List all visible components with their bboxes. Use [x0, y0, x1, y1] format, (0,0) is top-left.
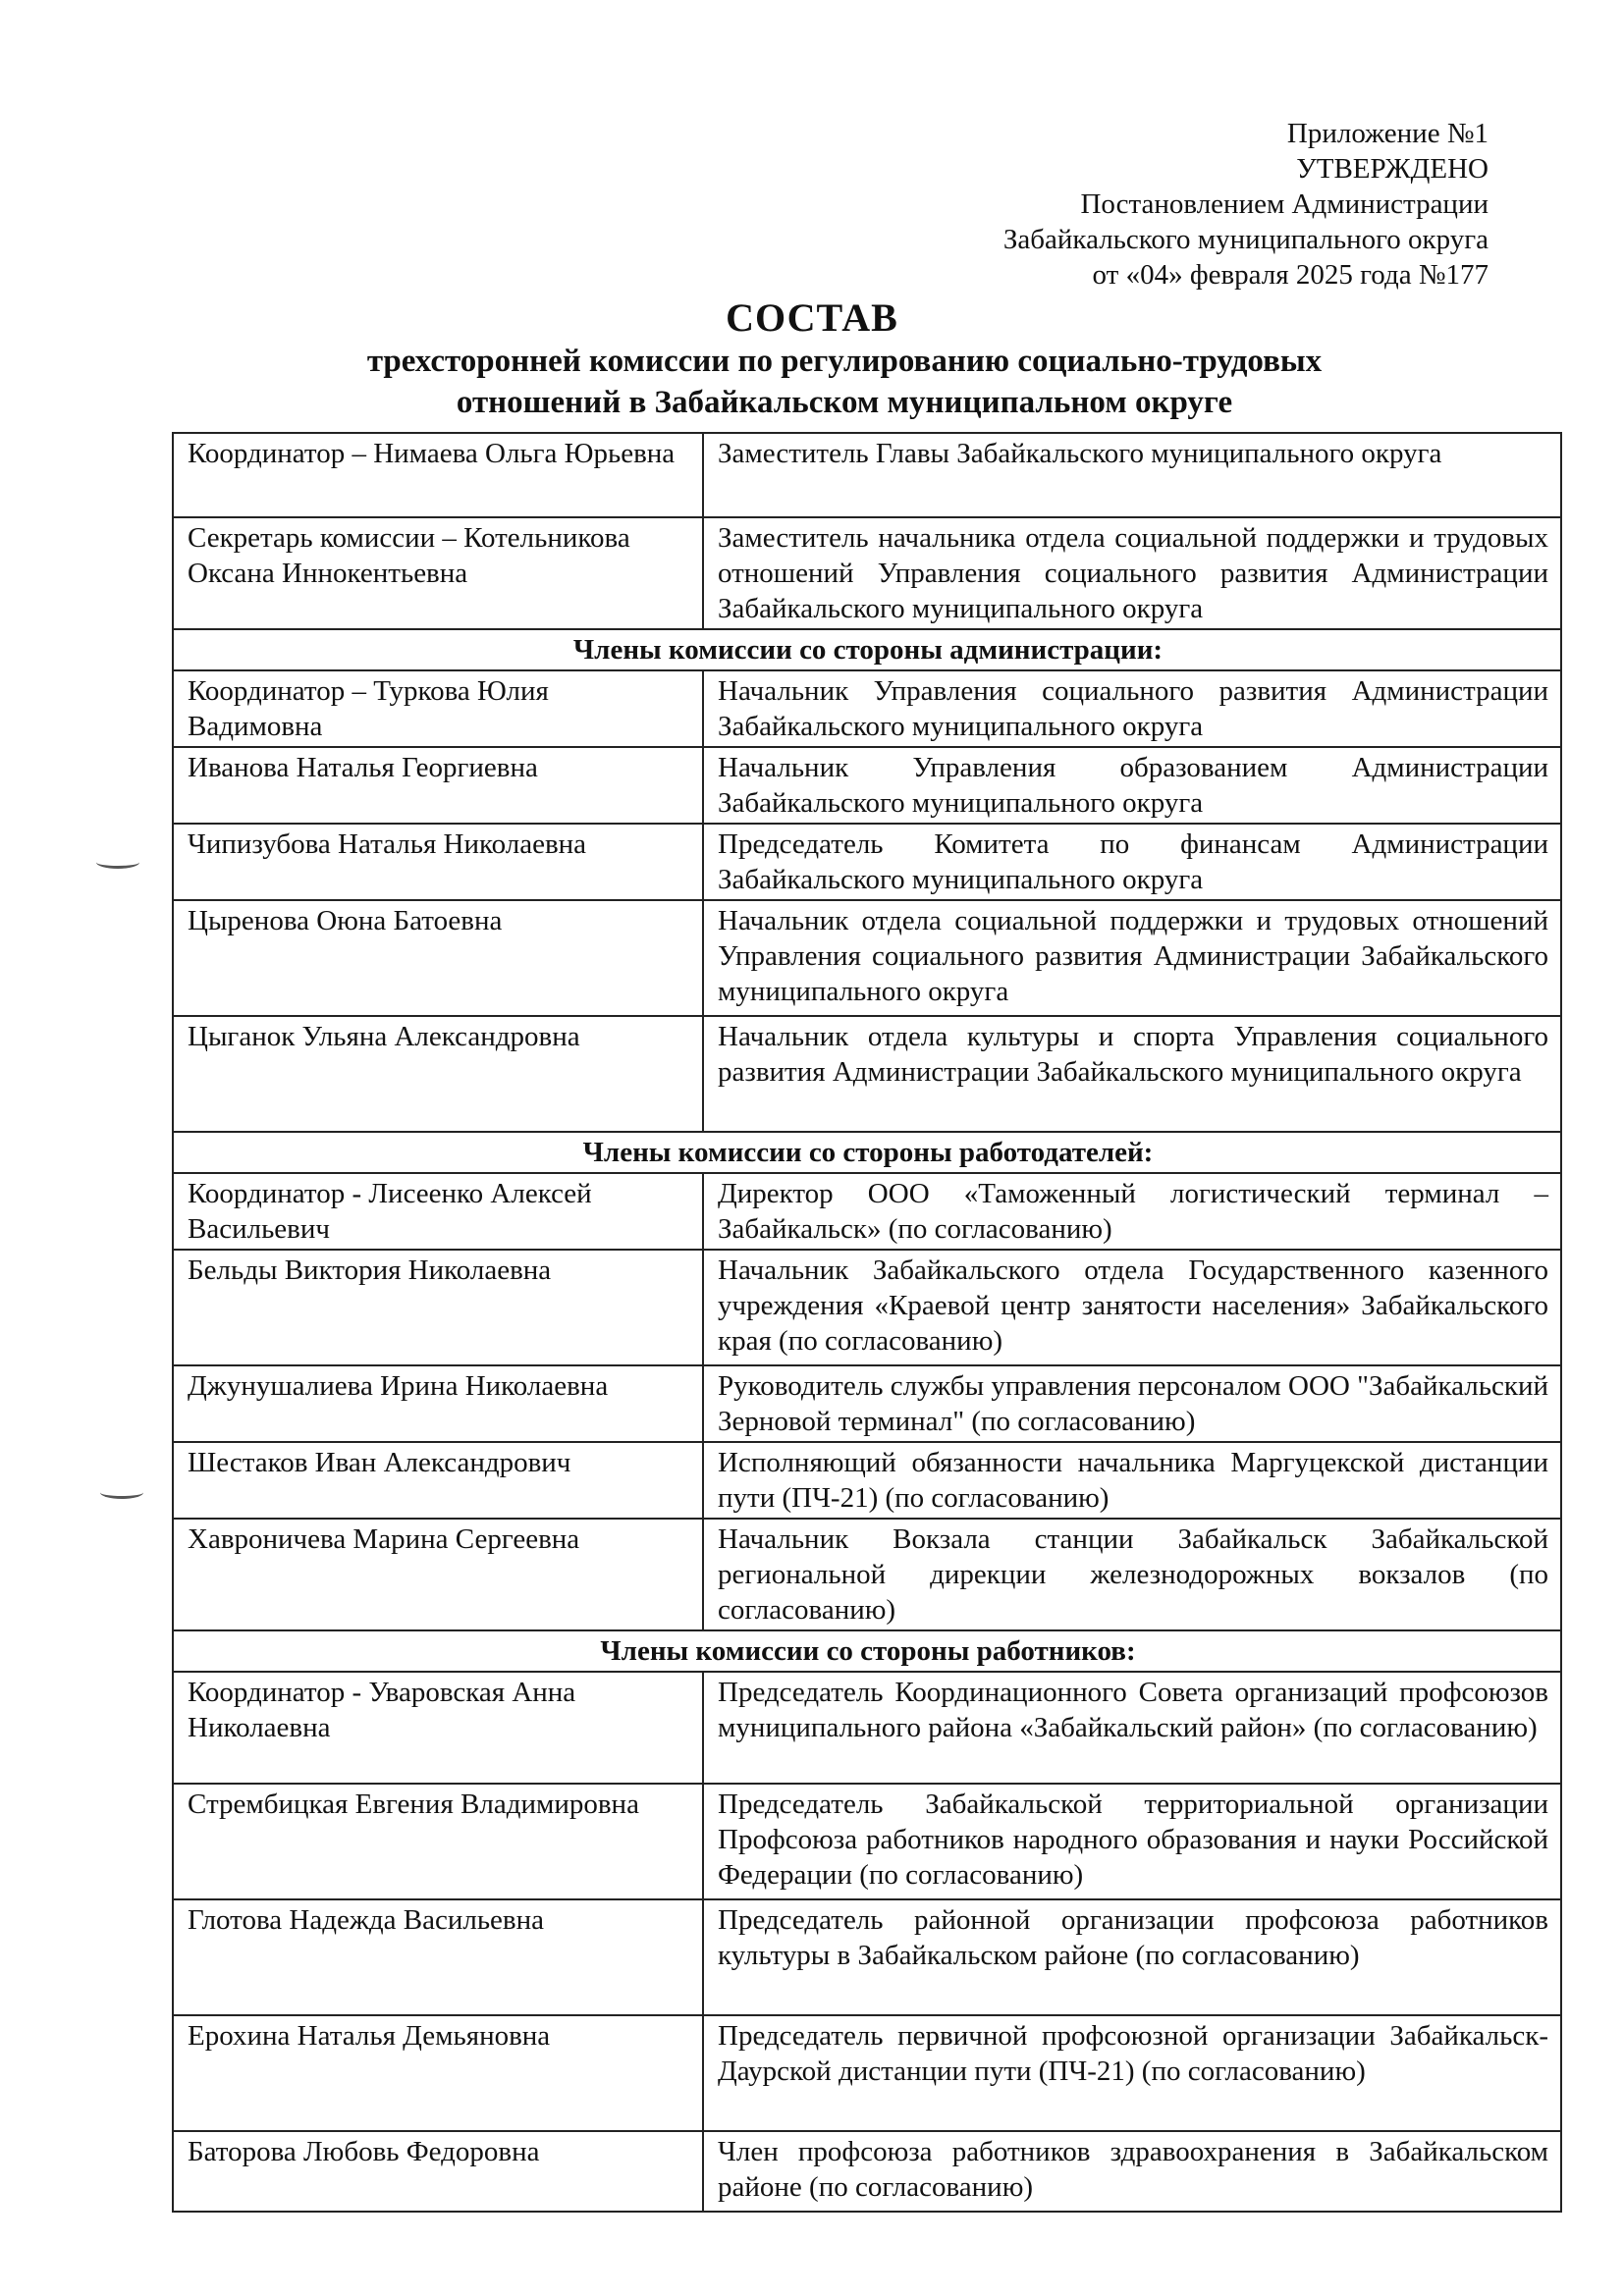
- member-position: Заместитель начальника отдела социальной поддержки и трудовых отношений Управления социального развития Администрации Забайкальского муниципального округа: [703, 517, 1561, 629]
- approval-line-2: Забайкальского муниципального округа: [1002, 224, 1489, 255]
- member-name: Ерохина Наталья Демьяновна: [173, 2015, 703, 2131]
- table-row: [173, 670, 1561, 747]
- table-row: [173, 1519, 1561, 1630]
- appendix-label: Приложение №1: [1286, 118, 1489, 149]
- table-row: [173, 747, 1561, 824]
- member-position: Исполняющий обязанности начальника Маргуцекской дистанции пути (ПЧ-21) (по согласованию): [703, 1442, 1561, 1519]
- subtitle-line-2: отношений в Забайкальском муниципальном округе: [456, 385, 1233, 420]
- member-name: Хавроничева Марина Сергеевна: [173, 1519, 703, 1630]
- document-title: СОСТАВ: [726, 295, 898, 340]
- member-position: Председатель Забайкальской территориальной организации Профсоюза работников народного образования и науки Российской Федерации (по согласованию): [703, 1784, 1561, 1899]
- member-position: Начальник Управления образованием Администрации Забайкальского муниципального округа: [703, 747, 1561, 824]
- section-heading-employers: Члены комиссии со стороны работодателей:: [173, 1132, 1561, 1173]
- member-name: Цыганок Ульяна Александровна: [173, 1016, 703, 1132]
- member-position: Начальник Вокзала станции Забайкальск Забайкальской региональной дирекции железнодорожных вокзалов (по согласованию): [703, 1519, 1561, 1630]
- approval-line-3: от «04» февраля 2025 года №177: [1092, 259, 1489, 291]
- member-name: Секретарь комиссии – Котельникова Оксана Иннокентьевна: [173, 517, 703, 629]
- table-row: [173, 1016, 1561, 1132]
- document-subtitle: [255, 341, 1434, 423]
- member-name: Стрембицкая Евгения Владимировна: [173, 1784, 703, 1899]
- table-row: [173, 900, 1561, 1016]
- member-position: Председатель Комитета по финансам Администрации Забайкальского муниципального округа: [703, 824, 1561, 900]
- member-name: Глотова Надежда Васильевна: [173, 1899, 703, 2015]
- table-row: [173, 1365, 1561, 1442]
- table-row: [173, 1899, 1561, 2015]
- section-heading-row: [173, 629, 1561, 670]
- member-name: Чипизубова Наталья Николаевна: [173, 824, 703, 900]
- table-row: [173, 517, 1561, 629]
- member-name: Координатор - Уваровская Анна Николаевна: [173, 1672, 703, 1784]
- scan-artifact: [100, 1486, 143, 1499]
- section-heading-row: [173, 1132, 1561, 1173]
- section-heading-workers: Члены комиссии со стороны работников:: [173, 1630, 1561, 1672]
- table-row: [173, 1250, 1561, 1365]
- section-heading-admin: Члены комиссии со стороны администрации:: [173, 629, 1561, 670]
- member-position: Председатель Координационного Совета организаций профсоюзов муниципального района «Забайкальский район» (по согласованию): [703, 1672, 1561, 1784]
- member-position: Председатель районной организации профсоюза работников культуры в Забайкальском районе (по согласованию): [703, 1899, 1561, 2015]
- member-name: Координатор – Нимаева Ольга Юрьевна: [173, 433, 703, 517]
- subtitle-line-1: трехсторонней комиссии по регулированию социально-трудовых: [366, 344, 1323, 379]
- member-position: Директор ООО «Таможенный логистический терминал – Забайкальск» (по согласованию): [703, 1173, 1561, 1250]
- member-position: Председатель первичной профсоюзной организации Забайкальск-Даурской дистанции пути (ПЧ-21) (по согласованию): [703, 2015, 1561, 2131]
- approval-line-1: Постановлением Администрации: [1080, 188, 1489, 220]
- member-name: Координатор – Туркова Юлия Вадимовна: [173, 670, 703, 747]
- table-row: [173, 433, 1561, 517]
- member-name: Шестаков Иван Александрович: [173, 1442, 703, 1519]
- table-row: [173, 1784, 1561, 1899]
- member-position: Заместитель Главы Забайкальского муниципального округа: [703, 433, 1561, 517]
- member-position: Начальник отдела социальной поддержки и трудовых отношений Управления социального развития Администрации Забайкальского муниципального округа: [703, 900, 1561, 1016]
- table-row: [173, 1672, 1561, 1784]
- scan-artifact: [96, 856, 139, 869]
- member-name: Джунушалиева Ирина Николаевна: [173, 1365, 703, 1442]
- table-row: [173, 1442, 1561, 1519]
- member-name: Бельды Виктория Николаевна: [173, 1250, 703, 1365]
- member-name: Координатор - Лисеенко Алексей Васильевич: [173, 1173, 703, 1250]
- commission-members-table: [172, 432, 1562, 2213]
- approved-label: УТВЕРЖДЕНО: [1296, 153, 1489, 185]
- table-row: [173, 2131, 1561, 2212]
- member-position: Начальник Забайкальского отдела Государственного казенного учреждения «Краевой центр занятости населения» Забайкальского края (по согласованию): [703, 1250, 1561, 1365]
- member-position: Руководитель службы управления персоналом ООО "Забайкальский Зерновой терминал" (по согласованию): [703, 1365, 1561, 1442]
- approval-header: [1003, 116, 1489, 293]
- table-row: [173, 2015, 1561, 2131]
- member-name: Иванова Наталья Георгиевна: [173, 747, 703, 824]
- member-name: Цыренова Оюна Батоевна: [173, 900, 703, 1016]
- member-name: Баторова Любовь Федоровна: [173, 2131, 703, 2212]
- member-position: Начальник отдела культуры и спорта Управления социального развития Администрации Забайкальского муниципального округа: [703, 1016, 1561, 1132]
- member-position: Начальник Управления социального развития Администрации Забайкальского муниципального округа: [703, 670, 1561, 747]
- section-heading-row: [173, 1630, 1561, 1672]
- member-position: Член профсоюза работников здравоохранения в Забайкальском районе (по согласованию): [703, 2131, 1561, 2212]
- table-row: [173, 1173, 1561, 1250]
- table-row: [173, 824, 1561, 900]
